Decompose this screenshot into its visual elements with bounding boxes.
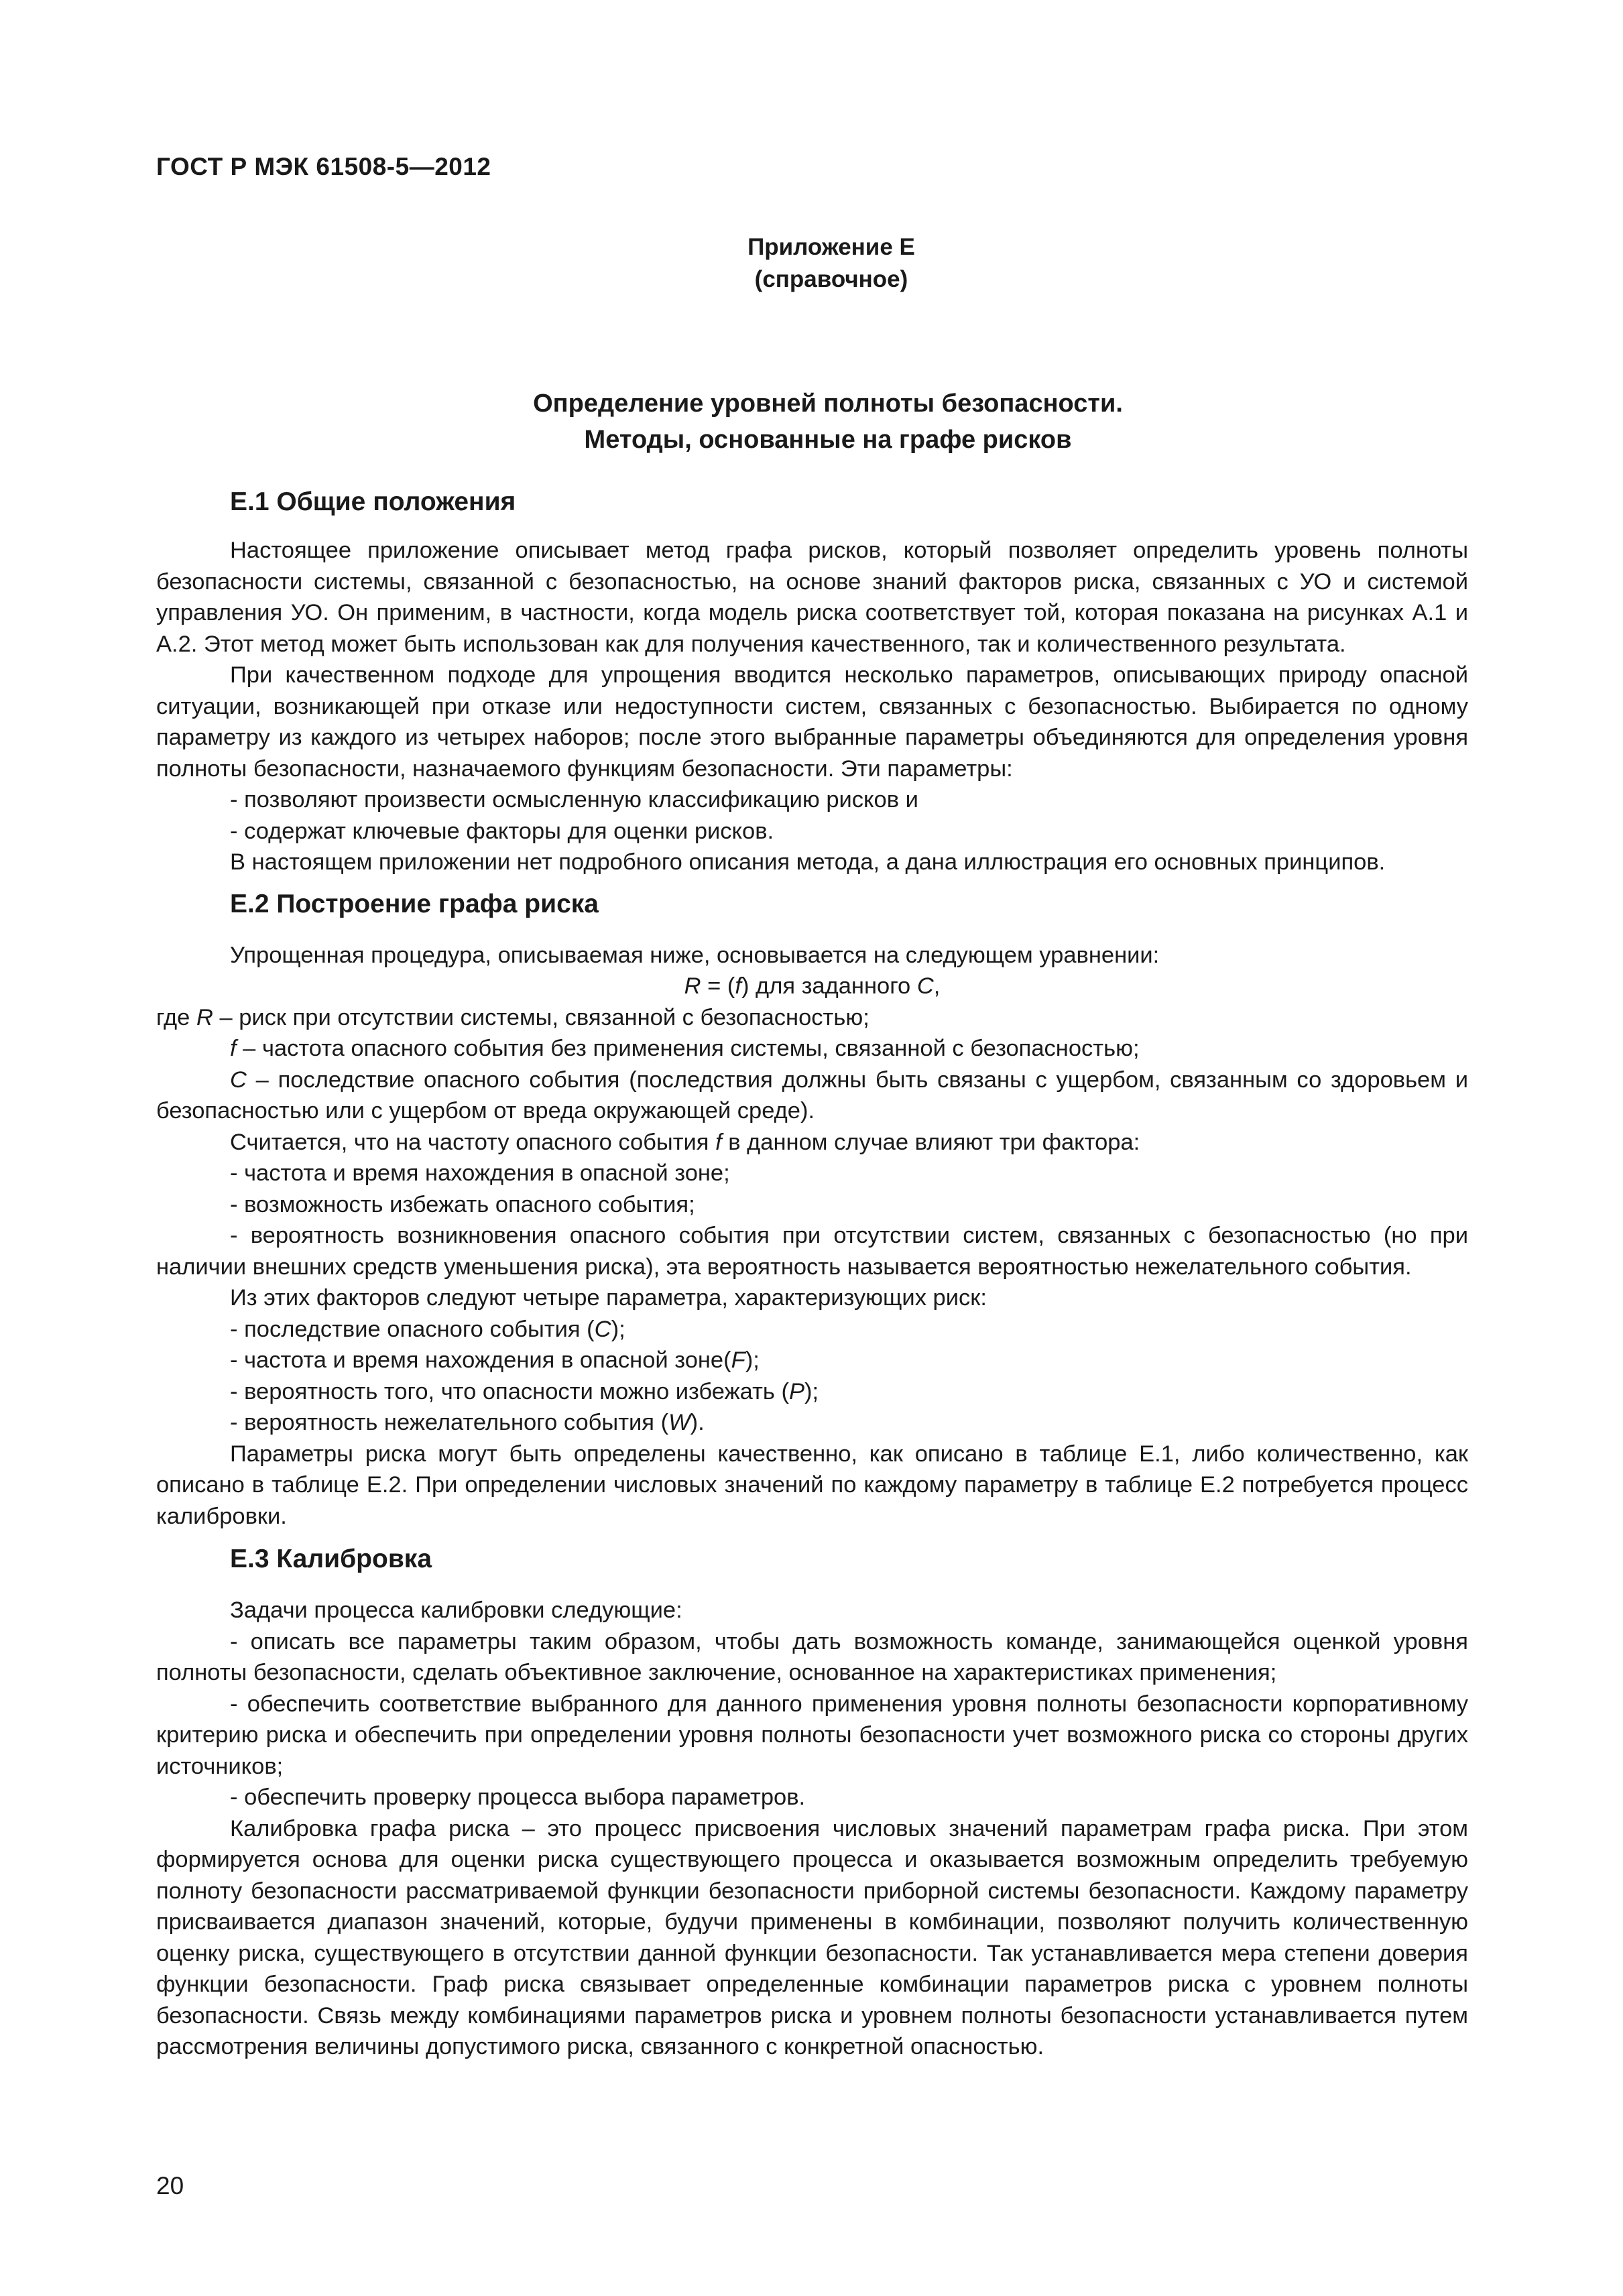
paragraph: Параметры риска могут быть определены качественно, как описано в таблице Е.1, либо количественно, как описано в таблице Е.2. При определении числовых значений по каждому параметру в таблице Е.2 потребуется процесс калибровки. [156,1441,1468,1529]
paragraph: Калибровка графа риска – это процесс присвоения числовых значений параметрам графа риска. При этом формируется основа для оценки риска существующего процесса и оказывается возможным определить требуемую полноту безопасности рассматриваемой функции безопасности приборной системы безопасности. Каждому параметру присваивается диапазон значений, которые, будучи применены в комбинации, позволяют получить количественную оценку риска, существующего в отсутствии данной функции безопасности. Так устанавливается мера степени доверия функции безопасности. Граф риска связывает определенные комбинации параметров риска с уровнем полноты безопасности. Связь между комбинациями параметров риска и уровнем полноты безопасности устанавливается путем рассмотрения величины допустимого риска, связанного с конкретной опасностью. [156,1815,1468,2059]
annex-title [335,385,1321,458]
paragraph: Настоящее приложение описывает метод графа рисков, который позволяет определить уровень полноты безопасности системы, связанной с безопасностью, на основе знаний факторов риска, связанных с УО и системой управления УО. Он применим, в частности, когда модель риска соответствует той, которая показана на рисунках А.1 и А.2. Этот метод может быть использован как для получения качественного, так и количественного результата. [156,538,1468,657]
annex-label: Приложение Е [747,234,915,260]
symbol-c: C [594,1316,611,1342]
definition-text: – риск при отсутствии системы, связанной с безопасностью; [213,1004,869,1030]
list-item: - описать все параметры таким образом, чтобы дать возможность команде, занимающейся оценкой уровня полноты безопасности, сделать объективное заключение, основанное на характеристиках применения; [156,1628,1468,1685]
text-run: Считается, что на частоту опасного события [230,1129,716,1155]
symbol-r: R [684,973,701,999]
text-run: ); [745,1347,760,1373]
definition-text: – последствие опасного события (последствия должны быть связаны с ущербом, связанным со здоровьем и безопасностью или с ущербом от вреда окружающей среде). [156,1067,1468,1124]
where-lead: где [156,1004,196,1030]
definition-text: – частота опасного события без применения системы, связанной с безопасностью; [236,1036,1140,1061]
text-run: - частота и время нахождения в опасной зоне( [230,1347,731,1373]
annex-kind: (справочное) [754,266,908,292]
equation-part: = ( [701,973,735,999]
list-item: - обеспечить проверку процесса выбора параметров. [230,1785,806,1810]
risk-equation [156,971,1468,1002]
paragraph: Из этих факторов следуют четыре параметра, характеризующих риск: [230,1285,987,1311]
definition-c [156,1065,1468,1127]
document-code: ГОСТ Р МЭК 61508-5—2012 [156,153,491,180]
list-item: - возможность избежать опасного события; [230,1191,695,1217]
text-run: ). [690,1410,705,1435]
equation-part: ) для заданного [741,973,917,999]
text-run: ); [804,1378,819,1404]
page-number: 20 [156,2172,184,2199]
paragraph: Задачи процесса калибровки следующие: [230,1597,682,1623]
list-item: - содержат ключевые факторы для оценки рисков. [230,818,774,844]
text-run: ); [611,1316,625,1342]
symbol-c: C [916,973,934,999]
text-run: - вероятность нежелательного события ( [230,1410,669,1435]
annex-title-line-1: Определение уровней полноты безопасности. [533,389,1123,418]
paragraph: При качественном подходе для упрощения вводится несколько параметров, описывающих природу опасной ситуации, возникающей при отказе или недоступности систем, связанных с безопасностью. Выбирается по одному параметру из каждого из четырех наборов; после этого выбранные параметры объединяются для определения уровня полноты безопасности, назначаемого функциям безопасности. Эти параметры: [156,662,1468,782]
document-body [156,483,1468,2063]
paragraph [156,1127,1468,1158]
paragraph: Упрощенная процедура, описываемая ниже, основывается на следующем уравнении: [230,942,1160,968]
section-heading-e3: Е.3 Калибровка [230,1545,432,1573]
annex-header [670,231,992,296]
text-run: в данном случае влияют три фактора: [721,1129,1140,1155]
symbol-f-param: F [731,1347,745,1373]
text-run: - последствие опасного события ( [230,1316,595,1342]
definition-r [156,1002,1468,1034]
list-item [156,1376,1468,1408]
list-item: - частота и время нахождения в опасной зоне; [230,1160,730,1186]
symbol-c: C [230,1067,247,1093]
paragraph: В настоящем приложении нет подробного описания метода, а дана иллюстрация его основных принципов. [230,849,1386,875]
equation-part: , [933,973,941,999]
symbol-f: f [230,1036,237,1061]
list-item [156,1407,1468,1439]
symbol-w: W [668,1410,690,1435]
text-run: - вероятность того, что опасности можно избежать ( [230,1378,789,1404]
symbol-f: f [715,1129,722,1155]
list-item: - позволяют произвести осмысленную классификацию рисков и [230,787,918,812]
list-item: - обеспечить соответствие выбранного для данного применения уровня полноты безопасности корпоративному критерию риска и обеспечить при определении уровня полноты безопасности учет возможного риска со стороны других источников; [156,1691,1468,1779]
symbol-r: R [196,1004,213,1030]
section-heading-e1: Е.1 Общие положения [230,487,516,516]
list-item [156,1314,1468,1345]
section-heading-e2: Е.2 Построение графа риска [230,889,599,918]
list-item: - вероятность возникновения опасного события при отсутствии систем, связанных с безопасностью (но при наличии внешних средств уменьшения риска), эта вероятность называется вероятностью нежелательного события. [156,1223,1468,1280]
list-item [156,1345,1468,1376]
symbol-f: f [735,973,741,999]
annex-title-line-2: Методы, основанные на графе рисков [584,426,1072,454]
definition-f [156,1033,1468,1065]
symbol-p: P [788,1378,804,1404]
